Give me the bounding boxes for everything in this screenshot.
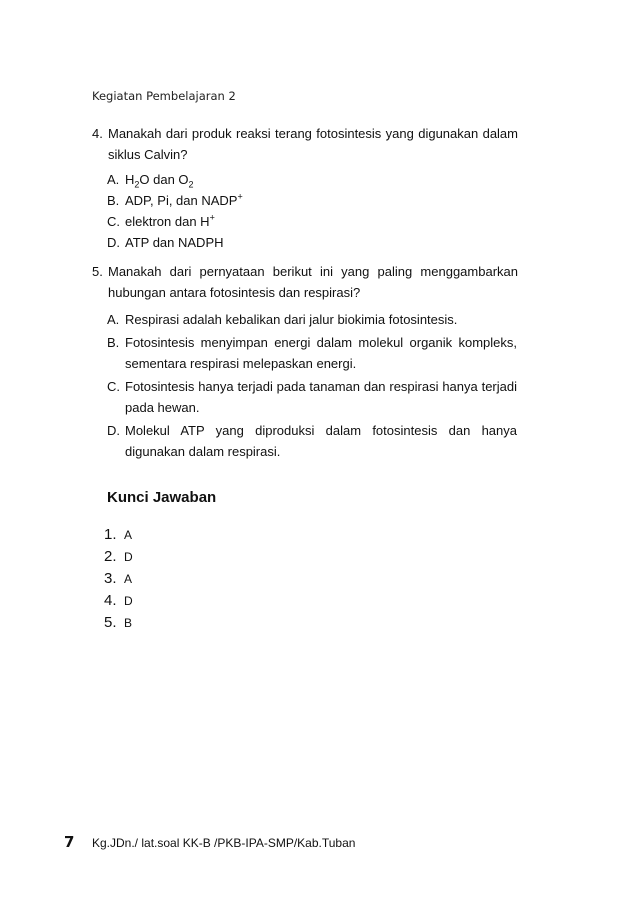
option-letter: B. bbox=[107, 335, 120, 350]
answer-number: 2. bbox=[104, 548, 117, 565]
option-text: $H_2O$ dan $O_2$ bbox=[125, 172, 194, 190]
option-text: Fotosintesis hanya terjadi pada tanaman dan respirasi hanya terjadi pada hewan. bbox=[125, 379, 517, 415]
question-text: Manakah dari produk reaksi terang fotosintesis yang digunakan dalam siklus Calvin? bbox=[108, 126, 518, 162]
answer-value: D bbox=[124, 594, 133, 608]
answer-item bbox=[104, 590, 133, 612]
question-5-options bbox=[107, 307, 517, 462]
question-4 bbox=[92, 123, 518, 165]
answer-value: B bbox=[124, 616, 133, 630]
answer-value: D bbox=[124, 550, 133, 564]
question-5 bbox=[92, 261, 518, 303]
option-text: Respirasi adalah kebalikan dari jalur biokimia fotosintesis. bbox=[125, 312, 458, 327]
option-text: Fotosintesis menyimpan energi dalam molekul organik kompleks, sementara respirasi melepaskan energi. bbox=[125, 335, 517, 371]
answer-item bbox=[104, 546, 133, 568]
option-d bbox=[107, 420, 517, 462]
option-text: ADP, Pi, dan NADP+ bbox=[125, 191, 243, 208]
running-header: Kegiatan Pembelajaran 2 bbox=[92, 89, 236, 103]
answer-item bbox=[104, 524, 133, 546]
option-b bbox=[107, 332, 517, 374]
answer-number: 1. bbox=[104, 526, 117, 543]
footer-text: Kg.JDn./ lat.soal KK-B /PKB-IPA-SMP/Kab.Tuban bbox=[92, 836, 356, 850]
option-text: elektron dan H+ bbox=[125, 212, 215, 229]
option-text: ATP dan NADPH bbox=[125, 235, 224, 250]
option-letter: B. bbox=[107, 193, 120, 208]
option-letter: C. bbox=[107, 379, 120, 394]
answer-key-list bbox=[104, 524, 133, 634]
option-letter: A. bbox=[107, 172, 120, 187]
answer-number: 4. bbox=[104, 592, 117, 609]
option-letter: D. bbox=[107, 235, 120, 250]
answer-value: A bbox=[124, 572, 133, 586]
question-text: Manakah dari pernyataan berikut ini yang paling menggambarkan hubungan antara fotosintesis dan respirasi? bbox=[108, 264, 518, 300]
option-letter: A. bbox=[107, 312, 120, 327]
answer-number: 3. bbox=[104, 570, 117, 587]
option-letter: C. bbox=[107, 214, 120, 229]
answer-number: 5. bbox=[104, 614, 117, 631]
option-text: Molekul ATP yang diproduksi dalam fotosintesis dan hanya digunakan dalam respirasi. bbox=[125, 423, 517, 459]
answer-item bbox=[104, 568, 133, 590]
answer-key-title: Kunci Jawaban bbox=[107, 489, 217, 506]
answer-item bbox=[104, 612, 133, 634]
option-a bbox=[107, 309, 517, 330]
question-number: 5. bbox=[92, 264, 103, 279]
option-c bbox=[107, 376, 517, 418]
page-number: 7 bbox=[64, 833, 75, 851]
question-number: 4. bbox=[92, 126, 103, 141]
option-letter: D. bbox=[107, 423, 120, 438]
answer-value: A bbox=[124, 528, 133, 542]
